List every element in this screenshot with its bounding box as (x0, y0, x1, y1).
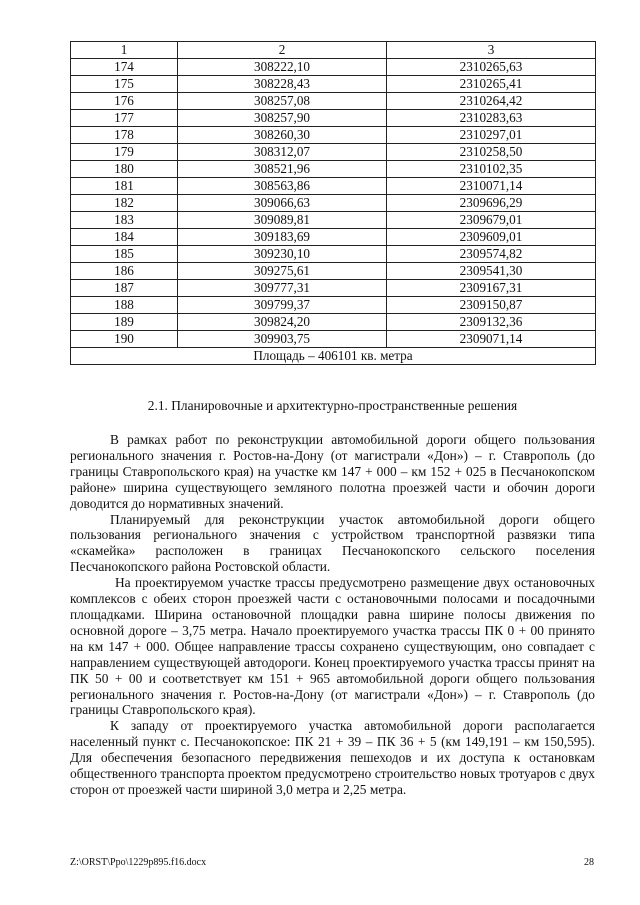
table-row (71, 212, 596, 229)
y-coordinate-cell: 2309150,87 (387, 297, 596, 314)
table-header (71, 42, 596, 59)
point-number-cell: 179 (71, 144, 178, 161)
y-coordinate-cell: 2309574,82 (387, 246, 596, 263)
paragraph-planned-section: Планируемый для реконструкции участок автомобильной дороги общего пользования регионального значения с устройством транспортной развязки типа «скамейка» расположен в границах Песчанокопского сельского поселения Песчанокопского района Ростовской области. (70, 511, 595, 575)
table-row (71, 127, 596, 144)
table-row (71, 280, 596, 297)
x-coordinate-cell: 308563,86 (178, 178, 387, 195)
point-number-cell: 178 (71, 127, 178, 144)
point-number-cell: 190 (71, 331, 178, 348)
point-number-cell: 186 (71, 263, 178, 280)
footer-file-path: Z:\ORST\Ppo\1229p895.f16.docx (70, 857, 207, 868)
x-coordinate-cell: 309799,37 (178, 297, 387, 314)
table-row (71, 59, 596, 76)
y-coordinate-cell: 2309167,31 (387, 280, 596, 297)
table-row (71, 229, 596, 246)
table-row (71, 314, 596, 331)
y-coordinate-cell: 2309132,36 (387, 314, 596, 331)
x-coordinate-cell: 308312,07 (178, 144, 387, 161)
table-row (71, 76, 596, 93)
header-cell-point-number: 1 (71, 42, 178, 59)
point-number-cell: 180 (71, 161, 178, 178)
point-number-cell: 188 (71, 297, 178, 314)
y-coordinate-cell: 2309541,30 (387, 263, 596, 280)
paragraph-settlement-sidewalks: К западу от проектируемого участка автомобильной дороги располагается населенный пункт с. Песчанокопское: ПК 21 + 39 – ПК 36 + 5 (км 149,191 – км 150,595). Для обеспечения безопасного передвижения пешеходов и их доступа к остановкам общественного транспорта проектом предусмотрено строительство новых тротуаров с двух сторон от проезжей части шириной 3,0 метра и 2,25 метра. (70, 718, 595, 797)
y-coordinate-cell: 2309679,01 (387, 212, 596, 229)
y-coordinate-cell: 2310102,35 (387, 161, 596, 178)
point-number-cell: 174 (71, 59, 178, 76)
area-row (71, 348, 596, 365)
y-coordinate-cell: 2310264,42 (387, 93, 596, 110)
table-row (71, 263, 596, 280)
x-coordinate-cell: 309777,31 (178, 280, 387, 297)
footer-page-number: 28 (584, 857, 594, 868)
x-coordinate-cell: 309230,10 (178, 246, 387, 263)
point-number-cell: 177 (71, 110, 178, 127)
table-row (71, 195, 596, 212)
header-cell-x-coordinate: 2 (178, 42, 387, 59)
x-coordinate-cell: 308260,30 (178, 127, 387, 144)
y-coordinate-cell: 2310265,41 (387, 76, 596, 93)
table-row (71, 93, 596, 110)
x-coordinate-cell: 308521,96 (178, 161, 387, 178)
point-number-cell: 189 (71, 314, 178, 331)
area-cell: Площадь – 406101 кв. метра (71, 348, 596, 365)
body-text (70, 432, 595, 798)
point-number-cell: 185 (71, 246, 178, 263)
table-footer (71, 348, 596, 365)
table-row (71, 178, 596, 195)
header-cell-y-coordinate: 3 (387, 42, 596, 59)
table-header-row (71, 42, 596, 59)
point-number-cell: 184 (71, 229, 178, 246)
point-number-cell: 187 (71, 280, 178, 297)
x-coordinate-cell: 309183,69 (178, 229, 387, 246)
x-coordinate-cell: 308257,90 (178, 110, 387, 127)
y-coordinate-cell: 2310265,63 (387, 59, 596, 76)
y-coordinate-cell: 2310297,01 (387, 127, 596, 144)
x-coordinate-cell: 309275,61 (178, 263, 387, 280)
table-row (71, 331, 596, 348)
point-number-cell: 183 (71, 212, 178, 229)
table-row (71, 297, 596, 314)
paragraph-reconstruction-scope: В рамках работ по реконструкции автомобильной дороги общего пользования регионального значения г. Ростов-на-Дону (от магистрали «Дон») – г. Ставрополь (до границы Ставропольского края) на участке км 147 + 000 – км 152 + 025 в Песчанокопском районе» ширина существующего земляного полотна проезжей части и обочин дороги доводится до нормативных значений. (70, 432, 595, 511)
point-number-cell: 182 (71, 195, 178, 212)
x-coordinate-cell: 309903,75 (178, 331, 387, 348)
point-number-cell: 181 (71, 178, 178, 195)
y-coordinate-cell: 2310071,14 (387, 178, 596, 195)
y-coordinate-cell: 2309071,14 (387, 331, 596, 348)
table-row (71, 144, 596, 161)
point-number-cell: 176 (71, 93, 178, 110)
y-coordinate-cell: 2310258,50 (387, 144, 596, 161)
table-row (71, 110, 596, 127)
coordinates-table (70, 41, 596, 365)
point-number-cell: 175 (71, 76, 178, 93)
y-coordinate-cell: 2309696,29 (387, 195, 596, 212)
paragraph-bus-stops: На проектируемом участке трассы предусмотрено размещение двух остановочных комплексов с обеих сторон проезжей части с остановочными полосами и посадочными площадками. Ширина остановочной площадки равна ширине полосы движения по основной дороге – 3,75 метра. Начало проектируемого участка трассы ПК 0 + 00 принято на км 147 + 000. Общее направление трассы сохранено существующим, оно совпадает с направлением существующей автодороги. Конец проектируемого участка трассы принят на ПК 50 + 00 и соответствует км 151 + 965 автомобильной дороги общего пользования регионального значения г. Ростов-на-Дону (от магистрали «Дон») – г. Ставрополь (до границы Ставропольского края). (70, 575, 595, 718)
y-coordinate-cell: 2310283,63 (387, 110, 596, 127)
x-coordinate-cell: 309089,81 (178, 212, 387, 229)
x-coordinate-cell: 308257,08 (178, 93, 387, 110)
table-row (71, 161, 596, 178)
table-body (71, 59, 596, 348)
x-coordinate-cell: 309066,63 (178, 195, 387, 212)
x-coordinate-cell: 308228,43 (178, 76, 387, 93)
y-coordinate-cell: 2309609,01 (387, 229, 596, 246)
x-coordinate-cell: 309824,20 (178, 314, 387, 331)
section-heading: 2.1. Планировочные и архитектурно-пространственные решения (147, 398, 518, 413)
table-row (71, 246, 596, 263)
x-coordinate-cell: 308222,10 (178, 59, 387, 76)
